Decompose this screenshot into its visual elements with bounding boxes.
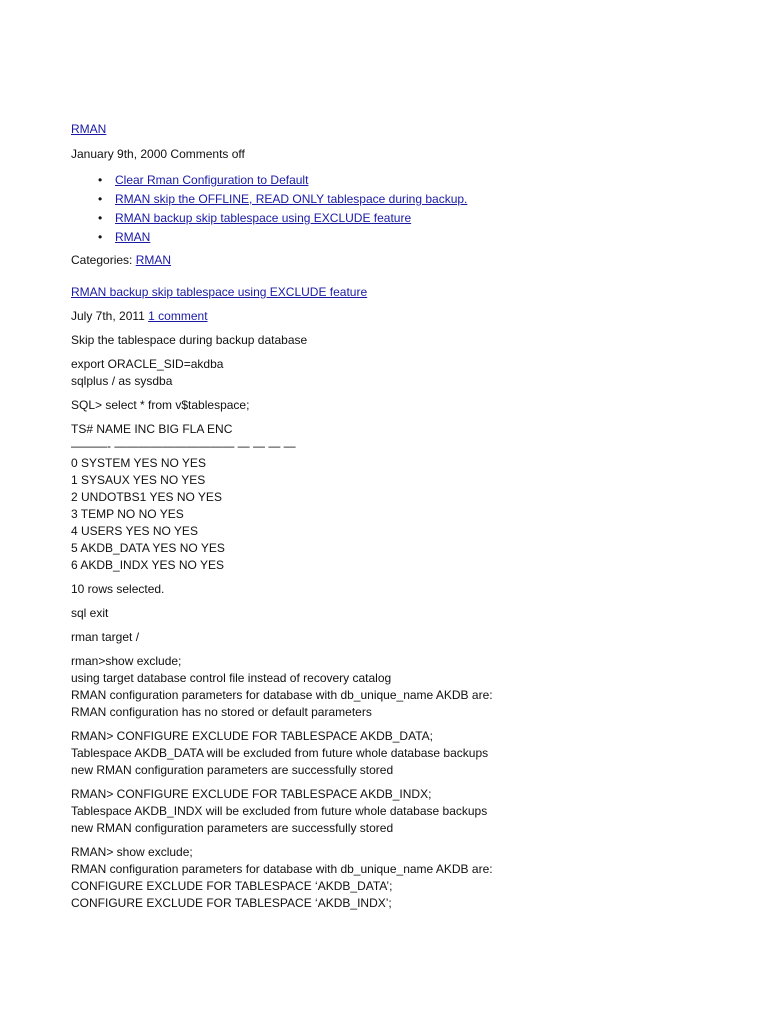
archive-title <box>71 121 711 138</box>
table-row: 6 AKDB_INDX YES NO YES <box>71 558 224 572</box>
list-item <box>71 228 711 247</box>
code-line: RMAN> show exclude; <box>71 845 193 859</box>
post-title-link[interactable]: RMAN backup skip tablespace using EXCLUDE feature <box>71 285 368 299</box>
code-line: RMAN configuration parameters for database with db_unique_name AKDB are: <box>71 862 493 876</box>
table-rule: ———- —————————— — — — — <box>71 439 296 453</box>
post-title <box>71 284 711 301</box>
code-line: RMAN> CONFIGURE EXCLUDE FOR TABLESPACE AKDB_DATA; <box>71 729 433 743</box>
categories-label: Categories: <box>71 253 136 267</box>
code-line: Tablespace AKDB_DATA will be excluded from future whole database backups <box>71 746 489 760</box>
final-show-exclude-block <box>71 844 711 912</box>
table-row: 1 SYSAUX YES NO YES <box>71 473 206 487</box>
code-line: export ORACLE_SID=akdba <box>71 357 224 371</box>
rman-target: rman target / <box>71 630 140 644</box>
list-item <box>71 209 711 228</box>
bullet-icon: • <box>98 192 103 206</box>
code-line: Tablespace AKDB_INDX will be excluded from future whole database backups <box>71 804 488 818</box>
table-row: 5 AKDB_DATA YES NO YES <box>71 541 225 555</box>
env-block <box>71 356 711 390</box>
related-link[interactable]: RMAN backup skip tablespace using EXCLUDE feature <box>115 211 412 225</box>
code-line: sqlplus / as sysdba <box>71 374 173 388</box>
table-row: 3 TEMP NO NO YES <box>71 507 184 521</box>
code-line: CONFIGURE EXCLUDE FOR TABLESPACE ‘AKDB_DATA’; <box>71 879 393 893</box>
related-link[interactable]: RMAN skip the OFFLINE, READ ONLY tablespace during backup. <box>115 192 468 206</box>
categories-line <box>71 252 711 269</box>
code-line: using target database control file instead of recovery catalog <box>71 671 392 685</box>
archive-title-link[interactable]: RMAN <box>71 122 107 136</box>
code-line: RMAN configuration has no stored or default parameters <box>71 705 372 719</box>
list-item <box>71 190 711 209</box>
category-link[interactable]: RMAN <box>135 253 172 267</box>
configure-indx-block <box>71 786 711 837</box>
table-header: TS# NAME INC BIG FLA ENC <box>71 422 233 436</box>
code-line: new RMAN configuration parameters are successfully stored <box>71 763 394 777</box>
tablespace-table <box>71 421 711 574</box>
list-item <box>71 171 711 190</box>
archive-date-line: January 9th, 2000 Comments off <box>71 147 245 161</box>
related-link[interactable]: RMAN <box>115 230 151 244</box>
table-row: 4 USERS YES NO YES <box>71 524 198 538</box>
post-intro: Skip the tablespace during backup database <box>71 333 308 347</box>
table-row: 2 UNDOTBS1 YES NO YES <box>71 490 222 504</box>
show-exclude-block <box>71 653 711 721</box>
code-line: rman>show exclude; <box>71 654 182 668</box>
post-date: July 7th, 2011 <box>71 309 149 323</box>
related-link[interactable]: Clear Rman Configuration to Default <box>115 173 309 187</box>
document-page <box>71 121 711 912</box>
code-line: RMAN configuration parameters for database with db_unique_name AKDB are: <box>71 688 493 702</box>
configure-data-block <box>71 728 711 779</box>
table-row: 0 SYSTEM YES NO YES <box>71 456 206 470</box>
bullet-icon: • <box>98 173 103 187</box>
rows-selected: 10 rows selected. <box>71 582 165 596</box>
sql-exit: sql exit <box>71 606 109 620</box>
comment-link[interactable]: 1 comment <box>148 309 208 323</box>
code-line: CONFIGURE EXCLUDE FOR TABLESPACE ‘AKDB_INDX’; <box>71 896 392 910</box>
code-line: RMAN> CONFIGURE EXCLUDE FOR TABLESPACE AKDB_INDX; <box>71 787 432 801</box>
code-line: new RMAN configuration parameters are successfully stored <box>71 821 394 835</box>
bullet-icon: • <box>98 230 103 244</box>
bullet-icon: • <box>98 211 103 225</box>
sql-select-line: SQL> select * from v$tablespace; <box>71 398 250 412</box>
post-date-line <box>71 308 711 325</box>
related-links-list <box>71 171 711 247</box>
